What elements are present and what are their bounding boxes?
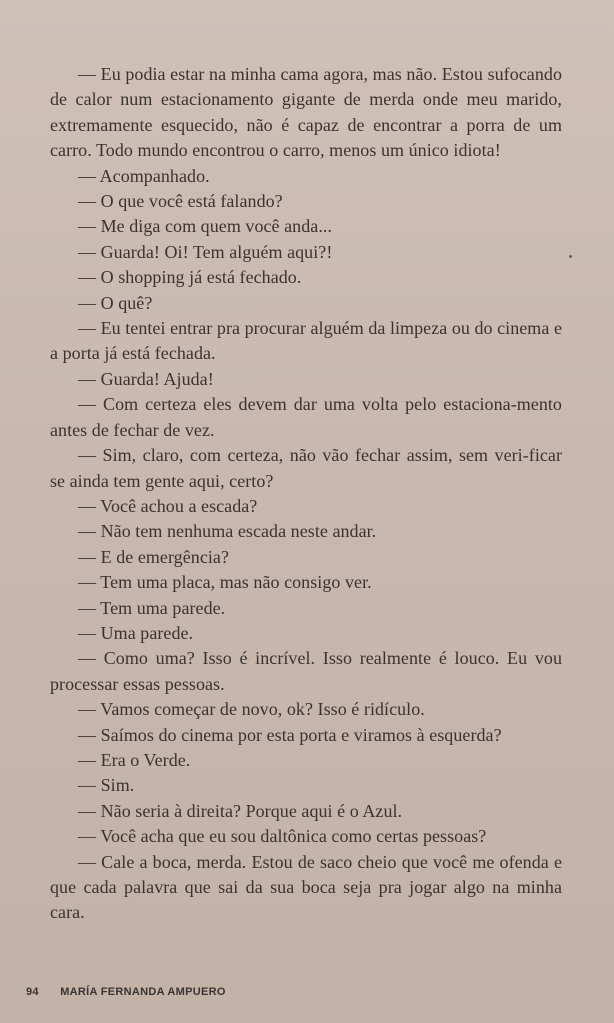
paragraph: — Tem uma parede. (78, 597, 226, 618)
paragraph: — O que você está falando? (78, 191, 283, 212)
paragraph: — Guarda! Ajuda! (78, 368, 214, 389)
author-name: MARÍA FERNANDA AMPUERO (60, 986, 226, 998)
paragraph: — Sim. (78, 775, 135, 796)
paragraph: — Vamos começar de novo, ok? Isso é ridículo. (78, 699, 425, 720)
paragraph: — Cale a boca, merda. Estou de saco cheio que você me ofenda e que cada palavra que sai da sua boca seja pra jogar algo na minha cara. (50, 851, 562, 923)
paragraph: — Saímos do cinema por esta porta e viramos à esquerda? (78, 724, 502, 745)
paper-speck (569, 255, 572, 258)
paragraph: — Uma parede. (78, 622, 194, 643)
page-text (50, 62, 562, 926)
paragraph: — Guarda! Oi! Tem alguém aqui?! (78, 241, 333, 262)
paragraph: — Eu podia estar na minha cama agora, mas não. Estou sufocando de calor num estacionamento gigante de merda onde meu marido, extremamente esquecido, não é capaz de encontrar a porra de um carro. Todo mundo encontrou o carro, menos um único idiota! (50, 64, 562, 161)
page-number: 94 (26, 986, 39, 998)
paragraph: — Acompanhado. (78, 165, 210, 186)
paragraph: — Não tem nenhuma escada neste andar. (78, 521, 377, 542)
page-footer (26, 986, 226, 998)
paragraph: — Me diga com quem você anda... (78, 216, 332, 237)
paragraph: — Com certeza eles devem dar uma volta pelo estaciona-mento antes de fechar de vez. (50, 394, 562, 440)
paragraph: — O quê? (78, 292, 153, 313)
paragraph: — Tem uma placa, mas não consigo ver. (78, 572, 372, 593)
paragraph: — Como uma? Isso é incrível. Isso realmente é louco. Eu vou processar essas pessoas. (50, 648, 562, 694)
paragraph: — Sim, claro, com certeza, não vão fechar assim, sem veri-ficar se ainda tem gente aqui, certo? (50, 445, 562, 491)
paragraph: — E de emergência? (78, 546, 229, 567)
paragraph: — Você achou a escada? (78, 495, 258, 516)
paragraph: — O shopping já está fechado. (78, 267, 302, 288)
paragraph: — Era o Verde. (78, 749, 191, 770)
paragraph: — Não seria à direita? Porque aqui é o Azul. (78, 800, 403, 821)
paragraph: — Você acha que eu sou daltônica como certas pessoas? (78, 826, 487, 847)
paragraph: — Eu tentei entrar pra procurar alguém da limpeza ou do cinema e a porta já está fechada. (50, 318, 562, 364)
